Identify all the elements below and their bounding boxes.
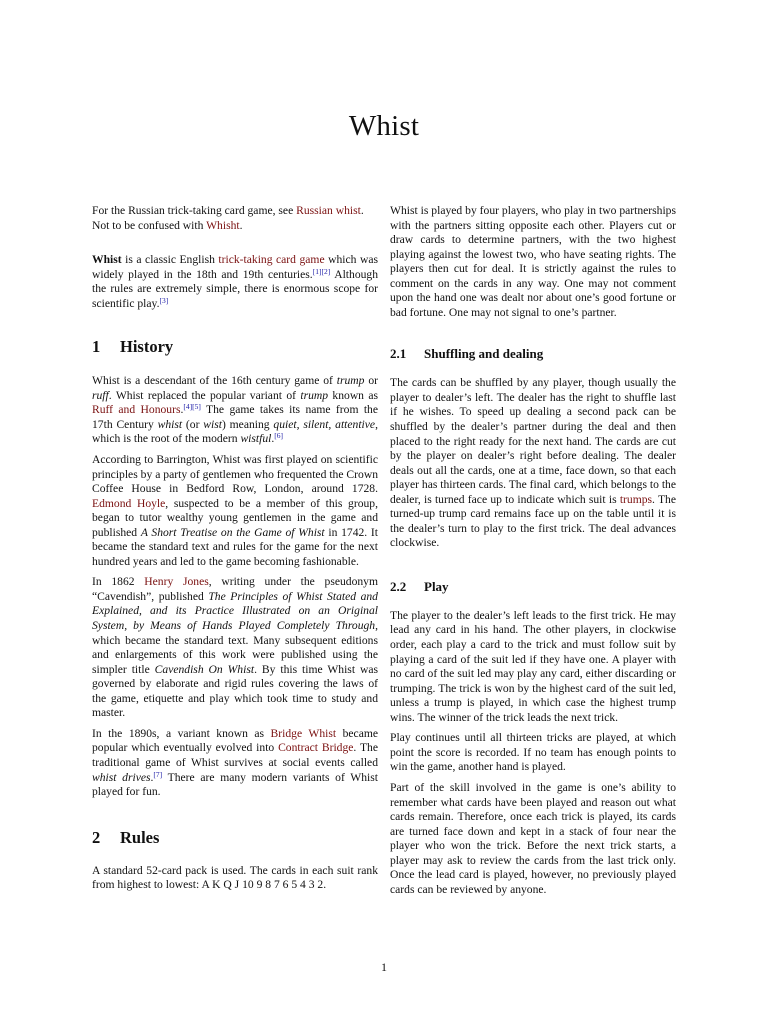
link-contract-bridge[interactable]: Contract Bridge bbox=[278, 741, 354, 755]
link-henry-jones[interactable]: Henry Jones bbox=[144, 575, 209, 589]
page-title: Whist bbox=[348, 110, 420, 142]
hatnote-text: . bbox=[239, 218, 243, 232]
shuffling-paragraph bbox=[390, 376, 676, 551]
text: whist drives bbox=[92, 770, 151, 784]
text: . bbox=[180, 403, 184, 417]
ref-2[interactable]: [2] bbox=[321, 266, 331, 276]
history-paragraph-2 bbox=[92, 453, 378, 569]
ref-7[interactable]: [7] bbox=[153, 769, 163, 779]
text: In the 1890s, a variant known as bbox=[92, 726, 271, 740]
section-title: Rules bbox=[120, 827, 160, 847]
left-column bbox=[92, 204, 378, 893]
text: . Whist replaced the popular variant of bbox=[108, 388, 301, 402]
text: whist bbox=[157, 417, 183, 431]
text: A Short Treatise on the Game of Whist bbox=[140, 525, 325, 539]
subsection-heading-shuffling bbox=[390, 346, 676, 362]
link-trumps[interactable]: trumps bbox=[619, 492, 653, 506]
text: The Principles of Whist Stated and Explained, and its Practice Illustrated on an Original System, by Means of Hands Played Completely Through bbox=[92, 589, 378, 633]
play-paragraph-2: Play continues until all thirteen tricks are played, at which point the score is recorded. If no team has enough points to win the game, another hand is played. bbox=[390, 731, 676, 774]
ref-5[interactable]: [5] bbox=[192, 402, 201, 412]
hatnote-text: Not to be confused with bbox=[92, 218, 207, 232]
text: wist bbox=[203, 417, 222, 431]
hatnote-text: . bbox=[360, 204, 364, 217]
text: Cavendish On Whist bbox=[154, 662, 255, 676]
play-paragraph-3: Part of the skill involved in the game is one’s ability to remember what cards have been played and reason out what cards remain. Therefore, once each trick is played, its cards are turned face down and kept in a stack of four near the player who won the trick. Before the next trick starts, a player may ask to review the cards from the last trick only. Once the lead card is played, however, no previously played cards can be reviewed by anyone. bbox=[390, 780, 676, 896]
text: The game takes its name from the 17th Century bbox=[92, 403, 378, 431]
text: . bbox=[271, 432, 275, 446]
subsection-number: 2.2 bbox=[390, 578, 407, 594]
ref-4[interactable]: [4] bbox=[183, 402, 193, 412]
text: quiet, silent, attentive bbox=[273, 417, 376, 431]
text: . The turned-up trump card remains face up on the table until it is the dealer’s turn to play to the first trick. The deal advances clockwise. bbox=[390, 492, 676, 550]
text: became popular which eventually evolved into bbox=[92, 726, 379, 755]
text: (or bbox=[182, 417, 204, 431]
text: , which is the root of the modern bbox=[92, 417, 378, 446]
section-number: 2 bbox=[92, 827, 101, 847]
rules-paragraph-1: A standard 52-card pack is used. The cards in each suit rank from highest to lowest: A K Q J 10 9 8 7 6 5 4 3 2. bbox=[92, 863, 378, 892]
text: trump bbox=[336, 374, 365, 388]
ref-3[interactable]: [3] bbox=[159, 295, 169, 305]
text: In 1862 bbox=[92, 575, 145, 589]
subsection-title: Shuffling and dealing bbox=[424, 346, 544, 362]
link-bridge-whist[interactable]: Bridge Whist bbox=[270, 726, 337, 740]
section-heading-rules bbox=[92, 828, 378, 848]
ref-6[interactable]: [6] bbox=[274, 431, 284, 441]
text: There are many modern variants of Whist played for fun. bbox=[92, 770, 379, 799]
text: or bbox=[364, 374, 378, 388]
intro-paragraph bbox=[92, 253, 378, 311]
text: According to Barrington, Whist was first played on scientific principles by a party of gentlemen who frequented the Crown Coffee House in Bedford Row, London, around 1728. bbox=[92, 453, 378, 496]
page-number: 1 bbox=[381, 960, 387, 974]
play-paragraph-1: The player to the dealer’s left leads to the first trick. He may lead any card in his hand. The other players, in clockwise order, each play a card to the trick and must follow suit by playing a card of the suit led if they have one. A player with no card of the suit led may play any card, either discarding or trumping. The trick is won by the highest card of the suit led, unless a trump is played, in which case the highest trump wins. The winner of the trick leads the next trick. bbox=[390, 608, 676, 724]
section-title: History bbox=[120, 337, 174, 357]
history-paragraph-4 bbox=[92, 727, 378, 800]
text: . By this time Whist was governed by elaborate and rigid rules covering the laws of the game, etiquette and play which took time to study and master. bbox=[92, 662, 379, 720]
text: The cards can be shuffled by any player, though usually the player to dealer’s left. The dealer has the right to shuffle last if he wishes. To speed up dealing a second pack can be shuffled by the dealer’s partner during the deal and then placed to the right ready for the next hand. The cards are cut by the player on dealer’s right before dealing. The dealer deals out all the cards, one at a time, face down, so that each player has thirteen cards. The final card, which belongs to the dealer, is turned face up to indicate which suit is bbox=[390, 376, 676, 506]
text: , which became the standard text. Many subsequent editions and enlargements of this work were published using the simpler title bbox=[92, 619, 378, 676]
text: which was widely played in the 18th and 19th centuries. bbox=[92, 253, 378, 281]
text: trump bbox=[300, 388, 329, 402]
history-paragraph-3 bbox=[92, 575, 378, 720]
ref-1[interactable]: [1] bbox=[312, 266, 322, 276]
text: ruff bbox=[92, 388, 109, 402]
subsection-title: Play bbox=[424, 578, 449, 594]
text: Although the rules are extremely simple, there is enormous scope for scientific play. bbox=[92, 267, 379, 310]
link-ruff-and-honours[interactable]: Ruff and Honours bbox=[92, 403, 181, 417]
subsection-heading-play bbox=[390, 579, 676, 595]
link-whisht[interactable]: Whisht bbox=[206, 218, 240, 232]
text: in 1742. It became the standard text and rules for the game for the next hundred years and led to the game becoming fashionable. bbox=[92, 525, 379, 568]
link-trick-taking-card-game[interactable]: trick-taking card game bbox=[218, 253, 325, 267]
text: , writing under the pseudonym “Cavendish”, published bbox=[92, 575, 378, 603]
text: , suspected to be a member of this group, began to tutor wealthy young gentlemen in the game and published bbox=[92, 496, 379, 539]
history-paragraph-1 bbox=[92, 374, 378, 447]
section-number: 1 bbox=[92, 337, 101, 357]
text: . bbox=[150, 770, 154, 784]
subsection-number: 2.1 bbox=[390, 346, 407, 362]
link-edmond-hoyle[interactable]: Edmond Hoyle bbox=[92, 496, 166, 510]
rules-paragraph-2: Whist is played by four players, who play in two partnerships with the partners sitting opposite each other. Players cut or draw cards to determine partners, with the two highest playing against the lowest two, who have seating rights. The players then cut for deal. It is strictly against the rules to comment on the cards in any way. One may not comment upon the hand one was dealt nor about one’s good fortune or bad fortune. One may not signal to one’s partner. bbox=[390, 204, 676, 319]
section-heading-history bbox=[92, 337, 378, 357]
text: wistful bbox=[240, 432, 272, 446]
text: known as bbox=[328, 388, 379, 402]
right-column bbox=[390, 204, 676, 897]
intro-bold-term: Whist bbox=[92, 253, 122, 267]
text: is a classic English bbox=[121, 253, 219, 267]
text: ) meaning bbox=[221, 417, 274, 431]
text: Whist is a descendant of the 16th century game of bbox=[92, 374, 337, 388]
link-russian-whist[interactable]: Russian whist bbox=[296, 204, 361, 217]
text: . The traditional game of Whist survives at social events called bbox=[92, 741, 378, 769]
hatnote bbox=[92, 204, 378, 233]
hatnote-text: For the Russian trick-taking card game, see bbox=[92, 204, 297, 217]
